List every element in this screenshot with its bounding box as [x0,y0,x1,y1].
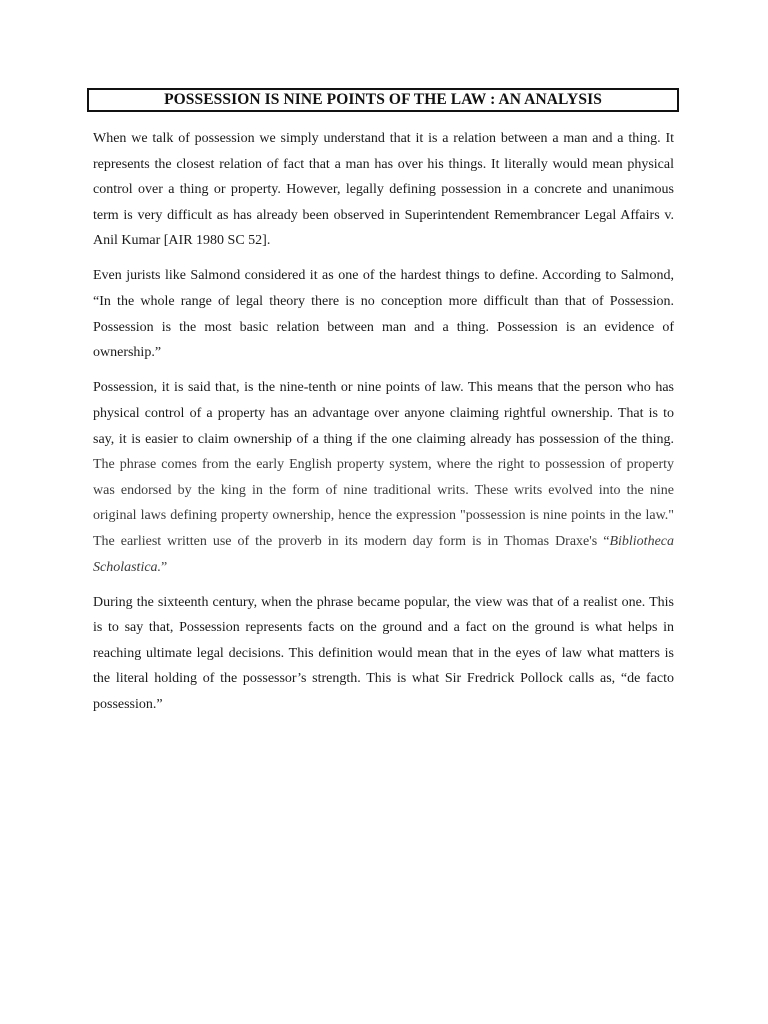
paragraph-3-part-3: The earliest written use of the proverb in its modern day form is in Thomas Draxe's “ [93,533,610,549]
title-box [87,88,679,112]
document-title: POSSESSION IS NINE POINTS OF THE LAW : AN ANALYSIS [164,91,602,108]
paragraph-2: Even jurists like Salmond considered it as one of the hardest things to define. According to Salmond, “In the whole range of legal theory there is no conception more difficult than that of Possession. Possession is the most basic relation between man and a thing. Possession is an evidence of ownership.” [93,268,674,361]
document-body [93,126,674,727]
paragraph-3-part-1: Possession, it is said that, is the nine-tenth or nine points of law. This means that the person who has physical control of a property has an advantage over anyone claiming rightful ownership. That is to say, it is easier to claim ownership of a thing if the one claiming already has possession of the thing. [93,380,674,447]
paragraph-1: When we talk of possession we simply understand that it is a relation between a man and a thing. It represents the closest relation of fact that a man has over his things. It literally would mean physical control over a thing or property. However, legally defining possession in a concrete and unanimous term is very difficult as has already been observed in Superintendent Remembrancer Legal Affairs v. Anil Kumar [AIR 1980 SC 52]. [93,131,674,249]
paragraph-3 [93,375,674,580]
book-title-italic: Bibliotheca Scholastica. [93,533,674,575]
paragraph-3-closing-quote: ” [161,559,168,575]
paragraph-4: During the sixteenth century, when the phrase became popular, the view was that of a realist one. This is to say that, Possession represents facts on the ground and a fact on the ground is what helps in reaching ultimate legal decisions. This definition would mean that in the eyes of law what matters is the literal holding of the possessor’s strength. This is what Sir Fredrick Pollock calls as, “de facto possession.” [93,594,674,712]
paragraph-3-part-2: The phrase comes from the early English property system, where the right to possession of property was endorsed by the king in the form of nine traditional writs. These writs evolved into the nine original laws defining property ownership, hence the expression "possession is nine points in the law." [93,457,674,524]
